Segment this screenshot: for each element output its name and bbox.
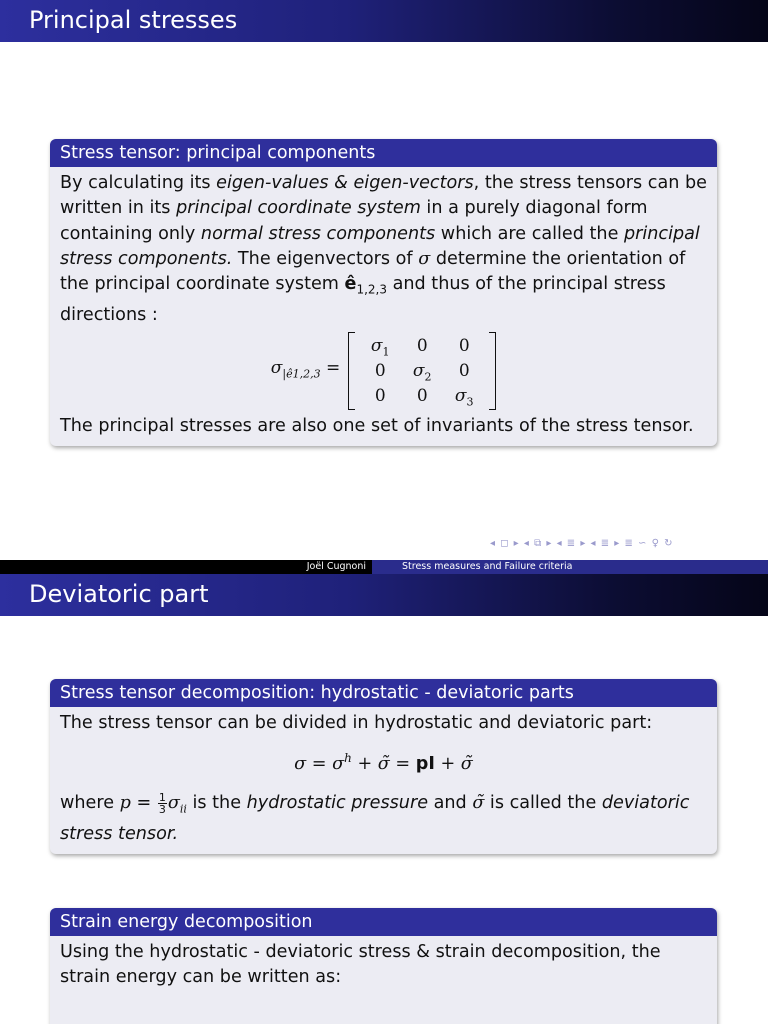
paragraph-invariants: The principal stresses are also one set of invariants of the stress tensor. <box>60 416 694 437</box>
block-body <box>50 167 717 446</box>
decomposition-equation: $\sigma = \sigma^h$ + σ̃ = pI + σ̃ <box>294 751 473 775</box>
matrix-cell: 0 <box>374 360 386 381</box>
matrix-cell: 0 <box>374 385 386 406</box>
block-strain-energy <box>50 908 717 1024</box>
footer-author: Joël Cugnoni <box>0 560 372 574</box>
matrix-cell: 0 <box>416 335 428 356</box>
block-body <box>50 936 717 997</box>
matrix-right-bracket <box>489 332 496 410</box>
fraction-one-third: $\frac{1}{3}$ <box>158 790 166 816</box>
slide-title: Deviatoric part <box>29 580 209 608</box>
slide-deviatoric-part <box>0 574 768 1024</box>
slide-footline <box>0 560 768 574</box>
block-body <box>50 707 717 854</box>
matrix-lhs: $\sigma_{|ê1,2,3}$ = <box>270 357 341 381</box>
block-title: Stress tensor decomposition: hydrostatic - deviatoric parts <box>50 679 717 707</box>
paragraph-strain-energy: Using the hydrostatic - deviatoric stress & strain decomposition, the strain energy can be written as: <box>60 942 661 988</box>
matrix-cell: 0 <box>458 360 470 381</box>
slide-title-bar <box>0 574 768 616</box>
matrix-cell: $\sigma_1$ <box>370 335 390 359</box>
paragraph-decomposition: The stress tensor can be divided in hydrostatic and deviatoric part: <box>60 713 653 733</box>
matrix-cell: 0 <box>416 385 428 406</box>
slide-title-bar <box>0 0 768 42</box>
matrix-left-bracket <box>348 332 355 410</box>
matrix-cell: 0 <box>458 335 470 356</box>
beamer-navigation-icons[interactable]: ◂ ◻ ▸ ◂ ⧉ ▸ ◂ ≣ ▸ ◂ ≣ ▸ ≣ ∽ ♀ ↻ <box>490 538 674 549</box>
block-stress-decomposition <box>50 679 717 854</box>
principal-stress-matrix <box>60 330 707 412</box>
matrix-cell: $\sigma_3$ <box>454 385 474 409</box>
block-stress-tensor-principal <box>50 139 717 446</box>
matrix-cell: $\sigma_2$ <box>412 360 432 384</box>
matrix-grid <box>355 334 489 409</box>
slide-title: Principal stresses <box>29 6 238 34</box>
block-title: Strain energy decomposition <box>50 908 717 936</box>
paragraph-principal: By calculating its eigen-values & eigen-vectors, the stress tensors can be written in its principal coordinate system in a purely diagonal form containing only normal stress components which are called the principal stress components. The eigenvectors of σ determine the orientation of the principal coordinate system $ê_{1,2,3}$ and thus of the principal stress directions : <box>60 173 707 325</box>
paragraph-hydrostatic: where p = $\frac{1}{3}$ $\sigma_{ii}$ is the hydrostatic pressure and σ̃ is called the deviatoric stress tensor. <box>60 790 690 845</box>
block-title: Stress tensor: principal components <box>50 139 717 167</box>
footer-title: Stress measures and Failure criteria <box>372 560 768 574</box>
